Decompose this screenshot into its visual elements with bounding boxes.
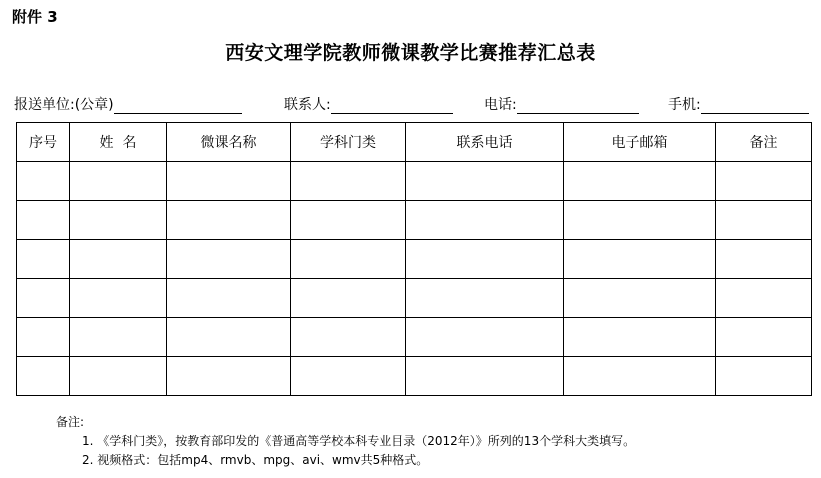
header-serial-number: 序号 [17,123,70,162]
note-item-video-format: 2. 视频格式：包括mp4、rmvb、mpg、avi、wmv共5种格式。 [82,453,429,467]
table-cell[interactable] [167,357,291,396]
table-cell[interactable] [291,279,406,318]
reporting-unit-blank[interactable] [114,98,242,114]
table-cell[interactable] [70,318,167,357]
phone-field [484,94,639,114]
table-cell[interactable] [716,201,812,240]
table-cell[interactable] [17,318,70,357]
note-item-discipline: 1. 《学科门类》，按教育部印发的《普通高等学校本科专业目录（2012年）》所列的13个学科大类填写。 [82,434,636,448]
table-cell[interactable] [564,279,716,318]
header-contact-phone: 联系电话 [406,123,564,162]
table-cell[interactable] [291,201,406,240]
table-cell[interactable] [70,357,167,396]
table-cell[interactable] [167,240,291,279]
table-cell[interactable] [716,357,812,396]
table-cell[interactable] [291,318,406,357]
mobile-blank[interactable] [701,98,809,114]
contact-person-field [284,94,453,114]
table-cell[interactable] [406,201,564,240]
table-cell[interactable] [70,279,167,318]
table-cell[interactable] [564,240,716,279]
phone-label: 电话: [484,97,517,113]
table-cell[interactable] [70,162,167,201]
mobile-label: 手机: [668,97,701,113]
table-cell[interactable] [406,318,564,357]
table-row [17,162,812,201]
table-cell[interactable] [564,318,716,357]
header-remarks: 备注 [716,123,812,162]
mobile-field [668,94,809,114]
table-cell[interactable] [167,162,291,201]
header-discipline-category: 学科门类 [291,123,406,162]
header-email: 电子邮箱 [564,123,716,162]
table-body [17,162,812,396]
table-cell[interactable] [17,240,70,279]
table-cell[interactable] [564,357,716,396]
table-cell[interactable] [17,162,70,201]
table-cell[interactable] [167,201,291,240]
table-cell[interactable] [70,240,167,279]
table-cell[interactable] [564,201,716,240]
table-cell[interactable] [291,240,406,279]
table-cell[interactable] [17,279,70,318]
table-cell[interactable] [406,240,564,279]
table-header-row [17,123,812,162]
table-cell[interactable] [716,318,812,357]
table-cell[interactable] [406,357,564,396]
table-row [17,240,812,279]
header-name: 姓 名 [70,123,167,162]
contact-person-blank[interactable] [331,98,453,114]
reporting-unit-label: 报送单位:(公章) [14,97,114,113]
table-cell[interactable] [17,357,70,396]
form-title: 西安文理学院教师微课教学比赛推荐汇总表 [225,42,596,64]
notes-title: 备注: [56,415,85,429]
table-cell[interactable] [167,318,291,357]
table-cell[interactable] [70,201,167,240]
recommendation-summary-table [16,122,812,396]
table-cell[interactable] [406,162,564,201]
table-row [17,318,812,357]
table-row [17,279,812,318]
phone-blank[interactable] [517,98,639,114]
header-micro-course-name: 微课名称 [167,123,291,162]
table-cell[interactable] [716,240,812,279]
table-row [17,201,812,240]
table-cell[interactable] [167,279,291,318]
attachment-label: 附件 3 [12,8,58,26]
table-cell[interactable] [406,279,564,318]
table-cell[interactable] [716,279,812,318]
table-cell[interactable] [17,201,70,240]
table-row [17,357,812,396]
table-cell[interactable] [716,162,812,201]
contact-person-label: 联系人: [284,97,331,113]
table-cell[interactable] [291,357,406,396]
table-cell[interactable] [291,162,406,201]
table-cell[interactable] [564,162,716,201]
notes-section [56,413,635,470]
reporting-unit-field [14,94,242,114]
